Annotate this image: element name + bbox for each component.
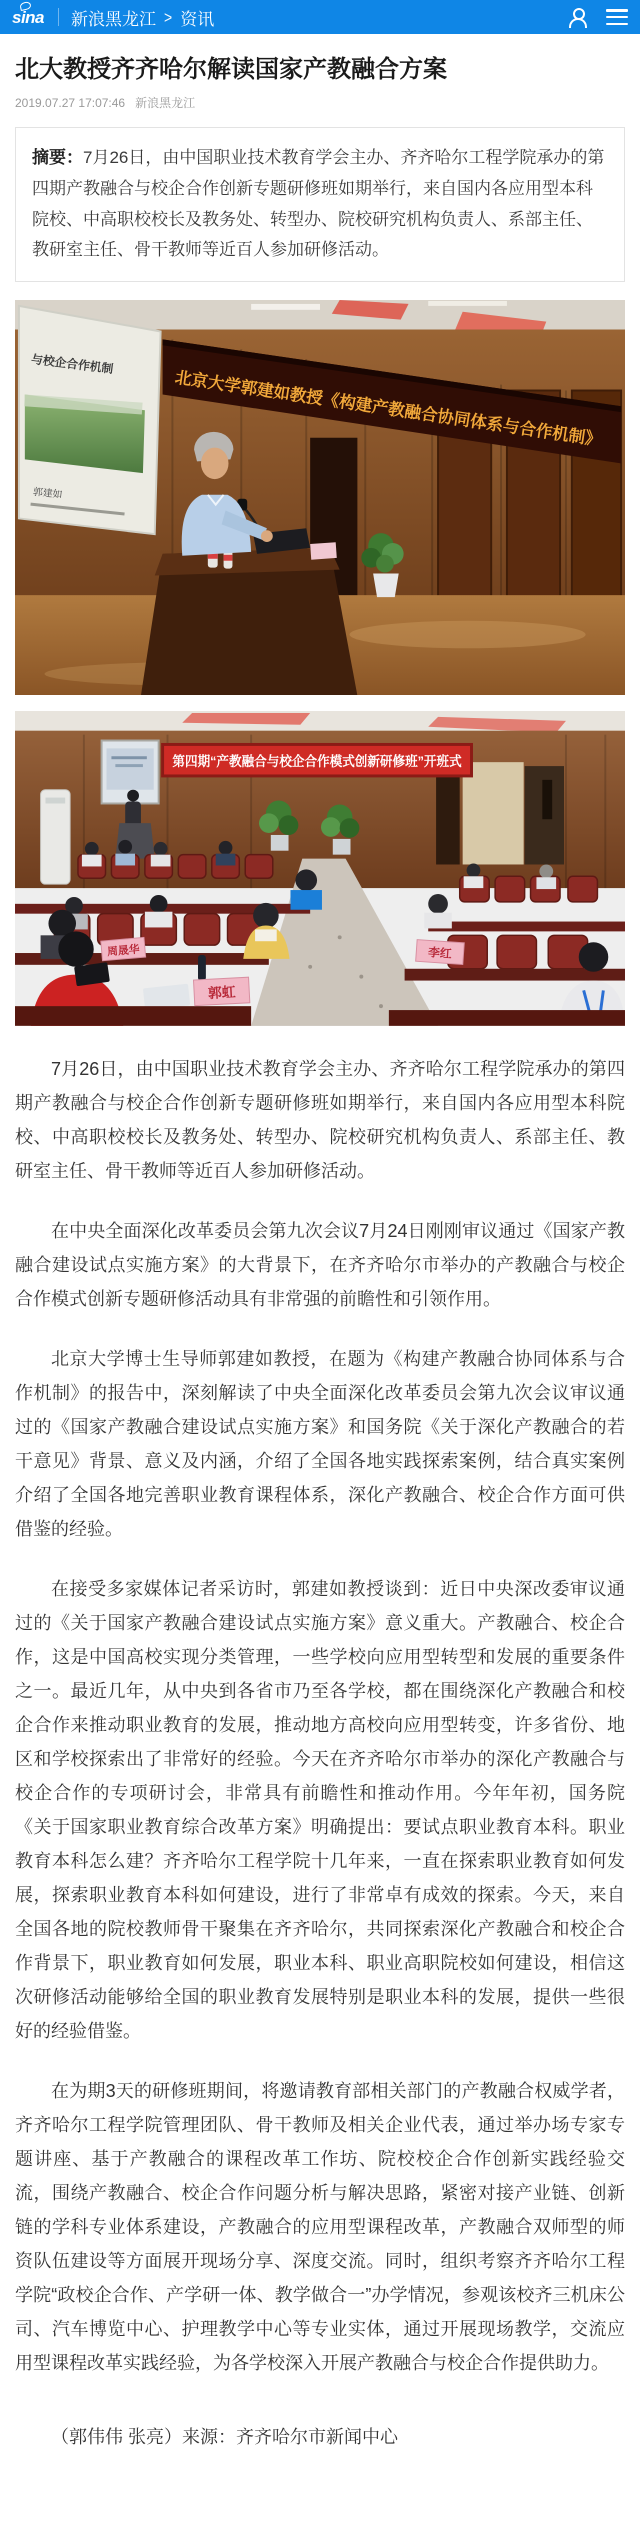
- page-title: 北大教授齐齐哈尔解读国家产教融合方案: [15, 56, 447, 83]
- menu-icon[interactable]: [606, 9, 628, 25]
- header-bar: [0, 0, 640, 34]
- article-paragraph: 在为期3天的研修班期间，将邀请教育部相关部门的产教融合权威学者，齐齐哈尔工程学院管理团队、骨干教师及相关企业代表，通过举办场专家专题讲座、基于产教融合的课程改革工作坊、院校校企合作创新实践经验交流，围绕产教融合、校企合作问题分析与解决思路，紧密对接产业链、创新链的学科专业体系建设，产教融合的应用型课程改革，产教融合双师型的师资队伍建设等方面展开现场分享、深度交流。同时，组织考察齐齐哈尔工程学院“政校企合作、产学研一体、教学做合一”办学情况，参观该校齐三机床公司、汽车博览中心、护理教学中心等专业实体，通过开展现场教学，交流应用型课程改革实践经验，为各学校深入开展产教融合与校企合作提供助力。: [15, 2081, 625, 2374]
- side-panel: [463, 762, 524, 864]
- ceremony-banner: [163, 745, 490, 776]
- header-divider: [58, 8, 59, 26]
- svg-text:周晟华: 周晟华: [106, 943, 141, 959]
- slide-speaker-name: 郭建如: [32, 486, 63, 501]
- svg-text:李红: 李红: [427, 945, 453, 962]
- podium-name-card: [310, 542, 337, 559]
- thermos-bottle: [198, 955, 206, 981]
- led-banner-text: 北京大学郭建如教授《构建产教融合协同体系与合作机制》: [173, 367, 607, 450]
- name-card: [193, 977, 249, 1005]
- breadcrumb-separator: >: [164, 7, 173, 27]
- svg-text:郭虹: 郭虹: [207, 984, 236, 1002]
- ceremony-banner-text: 第四期“产教融合与校企合作模式创新研修班”开班式: [172, 754, 490, 770]
- name-card: [101, 938, 146, 961]
- photo-classroom-audience[interactable]: [15, 711, 625, 1026]
- article: [0, 54, 640, 2524]
- name-card: [416, 940, 465, 965]
- article-credit: （郭伟伟 张亮）来源：齐齐哈尔市新闻中心: [51, 2427, 398, 2448]
- sina-logo[interactable]: [12, 9, 44, 26]
- summary-box: [15, 127, 625, 281]
- article-paragraph: 7月26日，由中国职业技术教育学会主办、齐齐哈尔工程学院承办的第四期产教融合与校企合作创新专题研修班如期举行，来自国内各应用型本科院校、中高职校校长及教务处、转型办、院校研究机构负责人、系部主任、教研室主任、骨干教师等近百人参加研修活动。: [15, 1059, 625, 1182]
- air-conditioner: [41, 790, 71, 884]
- breadcrumb-site-link[interactable]: 新浪黑龙江: [71, 9, 157, 29]
- breadcrumb: [71, 5, 214, 30]
- meta-date: 2019.07.27 17:07:46: [15, 96, 126, 111]
- projection-screen: [19, 306, 161, 534]
- laptop: [143, 984, 190, 1010]
- user-icon[interactable]: [568, 7, 588, 27]
- photo-speaker-at-podium[interactable]: [15, 300, 625, 696]
- article-paragraph: 北京大学博士生导师郭建如教授，在题为《构建产教融合协同体系与合作机制》的报告中，深刻解读了中央全面深化改革委员会第九次会议审议通过的《国家产教融合建设试点实施方案》和国务院《关于深化产教融合的若干意见》背景、意义及内涵，介绍了全国各地实践探索案例，结合真实案例介绍了全国各地完善职业教育课程体系，深化产教融合、校企合作方面可供借鉴的经验。: [15, 1349, 625, 1540]
- breadcrumb-section-link[interactable]: 资讯: [180, 9, 215, 29]
- sina-logo-text: sina: [12, 7, 45, 27]
- meta-source: 新浪黑龙江: [135, 96, 196, 111]
- article-body: [15, 1052, 625, 2454]
- article-paragraph: 在中央全面深化改革委员会第九次会议7月24日刚刚审议通过《国家产教融合建设试点实施方案》的大背景下，在齐齐哈尔市举办的产教融合与校企合作模式创新专题研修活动具有非常强的前瞻性和引领作用。: [15, 1221, 625, 1310]
- article-meta: [15, 94, 625, 111]
- summary-text: 7月26日，由中国职业技术教育学会主办、齐齐哈尔工程学院承办的第四期产教融合与校企合作创新专题研修班如期举行，来自国内各应用型本科院校、中高职校校长及教务处、转型办、院校研究机构负责人、系部主任、教研室主任、骨干教师等近百人参加研修活动。: [32, 148, 605, 260]
- slide-title: 与校企合作机制: [30, 351, 115, 376]
- summary-label: 摘要：: [32, 148, 83, 168]
- article-paragraph: 在接受多家媒体记者采访时，郭建如教授谈到：近日中央深改委审议通过的《关于国家产教融合建设试点实施方案》意义重大。产教融合、校企合作，这是中国高校实现分类管理，一些学校向应用型转型和发展的重要条件之一。最近几年，从中央到各省市乃至各学校，都在围绕深化产教融合和校企合作来推动职业教育的发展，推动地方高校向应用型转变，许多省份、地区和学校探索出了非常好的经验。今天在齐齐哈尔市举办的深化产教融合与校企合作的专项研讨会，非常具有前瞻性和推动作用。今年年初，国务院《关于国家职业教育综合改革方案》明确提出：要试点职业教育本科。职业教育本科怎么建？齐齐哈尔工程学院十几年来，一直在探索职业教育如何发展，探索职业教育本科如何建设，进行了非常卓有成效的探索。今天，来自全国各地的院校教师骨干聚集在齐齐哈尔，共同探索深化产教融合和校企合作背景下，职业教育如何发展，职业本科、职业高职院校如何建设，相信这次研修活动能够给全国的职业教育发展特别是职业本科的发展，提供一些很好的经验借鉴。: [15, 1579, 625, 2042]
